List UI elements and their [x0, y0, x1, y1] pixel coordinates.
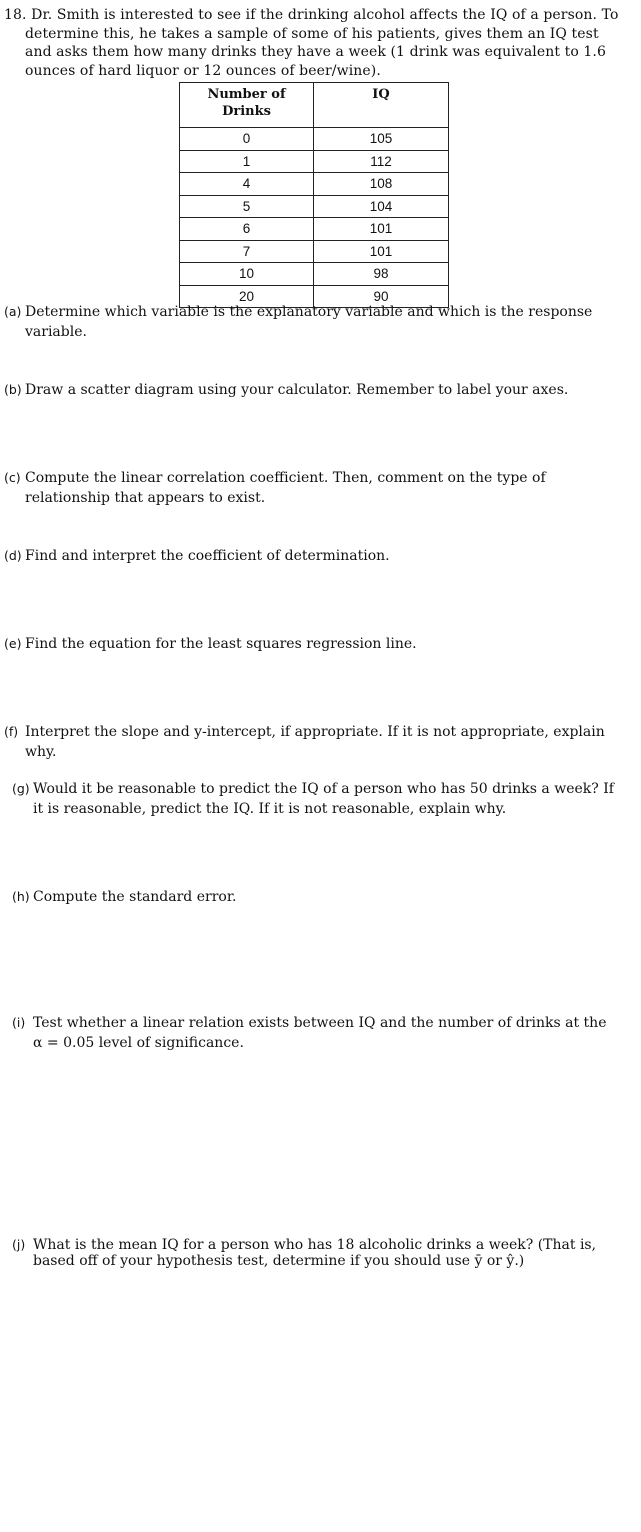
question-h [12, 887, 632, 908]
question-text: What is the mean IQ for a person who has 18 alcoholic drinks a week? (That is, [33, 1237, 597, 1253]
intro-line-2: determine this, he takes a sample of some of his patients, gives them an IQ test [25, 25, 599, 42]
table-row [180, 263, 449, 286]
drinks-iq-table [179, 82, 449, 308]
question-e [4, 634, 624, 655]
question-text-cont: it is reasonable, predict the IQ. If it is not reasonable, explain why. [33, 800, 507, 817]
drinks-cell: 20 [180, 285, 314, 308]
question-text: Test whether a linear relation exists between IQ and the number of drinks at the [33, 1015, 607, 1031]
header-iq: IQ [314, 83, 449, 128]
question-label: (f) [4, 724, 19, 739]
question-label: (b) [4, 382, 22, 397]
table-row [180, 218, 449, 241]
question-text: Compute the standard error. [33, 889, 237, 905]
question-label: (j) [12, 1237, 26, 1252]
table-row [180, 240, 449, 263]
intro-line-3: and asks them how many drinks they have a week (1 drink was equivalent to 1.6 [25, 44, 606, 60]
header-number-of-drinks: Number of Drinks [180, 83, 314, 128]
question-a [4, 302, 624, 342]
question-i [12, 1013, 632, 1053]
question-text-cont: variable. [25, 323, 87, 340]
drinks-cell: 10 [180, 263, 314, 286]
table-row [180, 173, 449, 196]
table-row [180, 195, 449, 218]
drinks-cell: 4 [180, 173, 314, 196]
question-text: Compute the linear correlation coefficient. Then, comment on the type of [25, 470, 546, 486]
question-label: (e) [4, 636, 22, 651]
question-text: Determine which variable is the explanatory variable and which is the response [25, 304, 593, 320]
table-header-row [180, 83, 449, 128]
iq-cell: 108 [314, 173, 449, 196]
question-d [4, 546, 624, 567]
intro-line-4: ounces of hard liquor or 12 ounces of beer/wine). [25, 62, 381, 79]
question-text-cont: α = 0.05 level of significance. [33, 1034, 244, 1051]
question-text: Draw a scatter diagram using your calculator. Remember to label your axes. [25, 382, 569, 398]
drinks-cell: 7 [180, 240, 314, 263]
table-row [180, 128, 449, 151]
question-text: Find the equation for the least squares regression line. [25, 636, 417, 652]
question-text: Find and interpret the coefficient of determination. [25, 548, 390, 564]
iq-cell: 101 [314, 240, 449, 263]
problem-intro [4, 6, 624, 80]
iq-cell: 112 [314, 150, 449, 173]
question-b [4, 380, 624, 401]
question-g [12, 779, 632, 819]
question-label: (d) [4, 548, 22, 563]
question-text-cont: relationship that appears to exist. [25, 489, 266, 506]
iq-cell: 98 [314, 263, 449, 286]
drinks-cell: 1 [180, 150, 314, 173]
question-j [12, 1237, 632, 1269]
iq-cell: 104 [314, 195, 449, 218]
problem-number: 18. [4, 7, 27, 23]
iq-cell: 101 [314, 218, 449, 241]
intro-line-1: 18. Dr. Smith is interested to see if the drinking alcohol affects the IQ of a person. To [4, 7, 619, 23]
question-c [4, 468, 624, 508]
iq-cell: 90 [314, 285, 449, 308]
question-label: (h) [12, 889, 30, 904]
drinks-cell: 6 [180, 218, 314, 241]
drinks-cell: 5 [180, 195, 314, 218]
table-row [180, 150, 449, 173]
question-label: (c) [4, 470, 21, 485]
iq-cell: 105 [314, 128, 449, 151]
question-label: (i) [12, 1015, 26, 1030]
question-text: Would it be reasonable to predict the IQ of a person who has 50 drinks a week? If [33, 781, 614, 797]
question-text: Interpret the slope and y-intercept, if appropriate. If it is not appropriate, explain [25, 724, 605, 740]
question-f [4, 722, 629, 762]
question-text-cont: why. [25, 743, 57, 760]
question-label: (a) [4, 304, 22, 319]
drinks-cell: 0 [180, 128, 314, 151]
question-text-cont: based off of your hypothesis test, determine if you should use ȳ or ŷ.) [33, 1253, 525, 1269]
question-label: (g) [12, 781, 30, 796]
